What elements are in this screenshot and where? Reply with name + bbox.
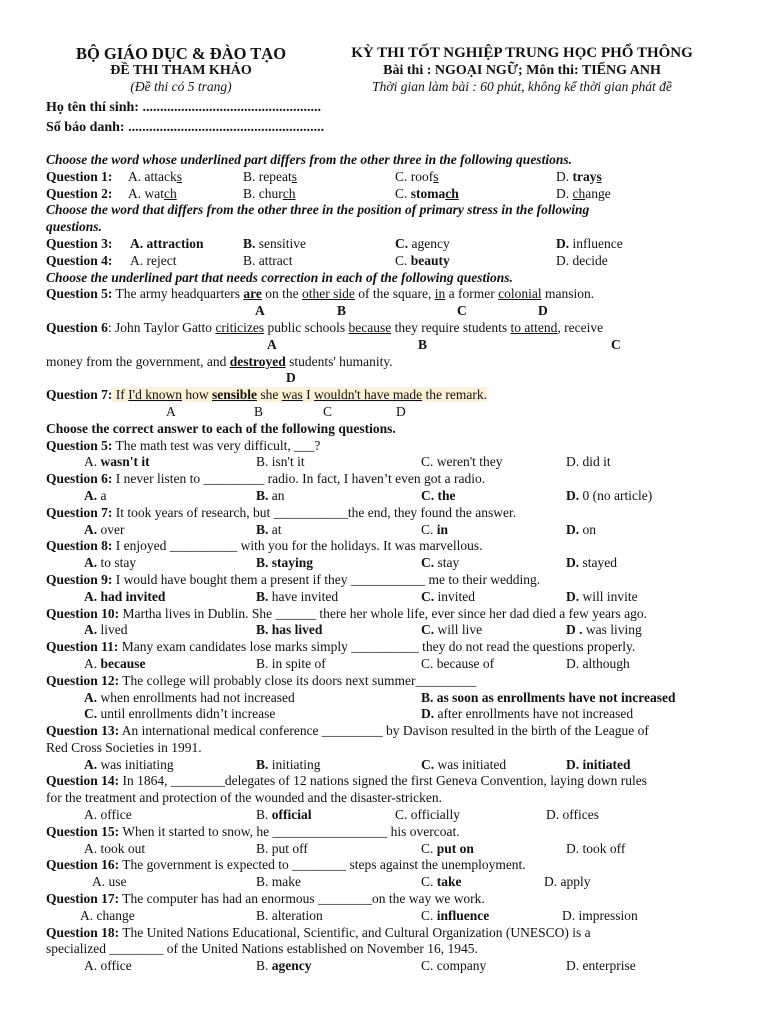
candidate-name-field[interactable]: Họ tên thí sinh: ...................................................: [46, 100, 321, 115]
option-a[interactable]: A. a: [84, 487, 107, 503]
option-b[interactable]: B. official: [256, 807, 312, 823]
option-b[interactable]: B. put off: [256, 840, 308, 856]
exam-type: ĐỀ THI THAM KHẢO: [110, 63, 252, 78]
option-c[interactable]: C. was initiated: [421, 756, 507, 772]
candidate-id-field[interactable]: Số báo danh: ........................................................: [46, 120, 325, 135]
section-stress-cont: questions.: [46, 219, 102, 235]
q4-option-b[interactable]: B. attract: [243, 252, 293, 268]
option-a[interactable]: A. wasn't it: [84, 454, 150, 470]
q3-option-a[interactable]: A. attraction: [130, 235, 204, 251]
q2-option-d[interactable]: D. change: [556, 185, 611, 201]
q6-letters: [46, 337, 736, 354]
mc-q16-options: [46, 874, 736, 891]
option-d[interactable]: D. enterprise: [566, 958, 636, 974]
option-c[interactable]: C. weren't they: [421, 454, 503, 470]
error-question-6-cont: money from the government, and destroyed students' humanity.: [46, 353, 393, 369]
q1-option-b[interactable]: B. repeats: [243, 168, 297, 184]
option-a[interactable]: A. over: [84, 521, 125, 537]
exam-title: KỲ THI TỐT NGHIỆP TRUNG HỌC PHỔ THÔNG: [351, 45, 693, 61]
mc-question-5: Question 5: The math test was very difficult, ___?: [46, 437, 321, 453]
q4-option-a[interactable]: A. reject: [130, 252, 177, 268]
q7-letter-b[interactable]: B: [254, 403, 264, 419]
option-b[interactable]: B. agency: [256, 958, 312, 974]
option-c[interactable]: C. because of: [421, 655, 495, 671]
option-d[interactable]: D. did it: [566, 454, 611, 470]
mc-question-13: Question 13: An international medical conference _________ by Davison resulted in the birth of the League of: [46, 723, 649, 739]
option-b[interactable]: B. at: [256, 521, 282, 537]
option-b[interactable]: B. staying: [256, 555, 314, 571]
option-a[interactable]: A. change: [80, 907, 135, 923]
mc-question-17: Question 17: The computer has had an enormous ________on the way we work.: [46, 891, 485, 907]
mc-question-8: Question 8: I enjoyed __________ with you for the holidays. It was marvellous.: [46, 538, 483, 554]
option-c[interactable]: C. influence: [421, 907, 490, 923]
mc-question-10: Question 10: Martha lives in Dublin. She ______ there her whole life, ever since her dad died a few years ago.: [46, 605, 647, 621]
q5-letter-a[interactable]: A: [255, 303, 265, 319]
q3-option-b[interactable]: B. sensitive: [243, 235, 307, 251]
mc-q13-options: [46, 757, 736, 774]
mc-q7-options: [46, 522, 736, 539]
mc-q17-options: [46, 908, 736, 925]
q5-letter-b[interactable]: B: [337, 303, 347, 319]
error-question-6: Question 6: John Taylor Gatto criticizes public schools because they require students to attend, receive: [46, 319, 604, 335]
question-label: Question 2:: [46, 185, 113, 201]
option-b[interactable]: B. make: [256, 874, 301, 890]
question-label: Question 1:: [46, 168, 113, 184]
mc-question-14: Question 14: In 1864, ________delegates of 12 nations signed the first Geneva Convention, laying down rules: [46, 773, 648, 789]
option-b[interactable]: B. isn't it: [256, 454, 305, 470]
question-body: [46, 152, 736, 975]
mc-question-14-cont: for the treatment and protection of the wounded and the disaster-stricken.: [46, 790, 442, 806]
option-b[interactable]: B. has lived: [256, 622, 323, 638]
option-a[interactable]: A. use: [92, 874, 127, 890]
mc-question-18-cont: specialized ________ of the United Nations established on November 16, 1945.: [46, 941, 478, 957]
mc-q12-options-row2: [46, 706, 736, 723]
question-3: [46, 236, 736, 253]
option-d[interactable]: D. initiated: [566, 756, 631, 772]
option-c[interactable]: C. until enrollments didn’t increase: [84, 706, 276, 722]
q6-letter-a[interactable]: A: [267, 336, 277, 352]
q5-letter-d[interactable]: D: [538, 303, 548, 319]
option-a[interactable]: A. lived: [84, 622, 128, 638]
option-c[interactable]: C. company: [421, 958, 487, 974]
q1-option-c[interactable]: C. roofs: [395, 168, 439, 184]
option-c[interactable]: C. stay: [421, 555, 460, 571]
question-1: [46, 169, 736, 186]
option-b[interactable]: B. have invited: [256, 588, 339, 604]
q4-option-c[interactable]: C. beauty: [395, 252, 450, 268]
option-a[interactable]: A. office: [84, 807, 132, 823]
option-b[interactable]: B. alteration: [256, 907, 323, 923]
mc-q6-options: [46, 488, 736, 505]
mc-question-6: Question 6: I never listen to _________ radio. In fact, I haven’t even got a radio.: [46, 471, 486, 487]
mc-question-18: Question 18: The United Nations Educational, Scientific, and Cultural Organization (UNESCO) is a: [46, 924, 591, 940]
option-c[interactable]: C. officially: [395, 807, 460, 823]
q6-letter-d-row: [46, 370, 736, 387]
mc-q11-options: [46, 656, 736, 673]
mc-q18-options: [46, 958, 736, 975]
option-d[interactable]: D. on: [566, 521, 596, 537]
option-c[interactable]: C. take: [421, 874, 462, 890]
q2-option-a[interactable]: A. watch: [128, 185, 177, 201]
option-b[interactable]: B. in spite of: [256, 655, 326, 671]
option-c[interactable]: C. in: [421, 521, 449, 537]
time-note: Thời gian làm bài : 60 phút, không kể thời gian phát đề: [372, 79, 672, 94]
mc-q8-options: [46, 555, 736, 572]
mc-question-9: Question 9: I would have bought them a present if they ___________ me to their wedding.: [46, 571, 541, 587]
option-b[interactable]: B. as soon as enrollments have not increased: [421, 689, 676, 705]
q7-letter-c[interactable]: C: [323, 403, 333, 419]
q6-letter-d[interactable]: D: [286, 370, 296, 386]
mc-q9-options: [46, 589, 736, 606]
mc-question-16: Question 16: The government is expected to ________ steps against the unemployment.: [46, 857, 526, 873]
mc-question-13-cont: Red Cross Societies in 1991.: [46, 739, 202, 755]
option-a[interactable]: A. to stay: [84, 555, 137, 571]
option-a[interactable]: A. office: [84, 958, 132, 974]
option-d[interactable]: D. 0 (no article): [566, 487, 653, 503]
mc-q14-options: [46, 807, 736, 824]
option-d[interactable]: D. although: [566, 655, 630, 671]
question-4: [46, 253, 736, 270]
option-a[interactable]: A. when enrollments had not increased: [84, 689, 295, 705]
mc-q12-options-row1: [46, 690, 736, 707]
section-pronunciation: Choose the word whose underlined part differs from the other three in the following questions.: [46, 152, 572, 167]
option-d[interactable]: D . was living: [566, 622, 642, 638]
mc-question-7: Question 7: It took years of research, but ___________the end, they found the answer.: [46, 504, 517, 520]
question-label: Question 4:: [46, 252, 113, 268]
option-c[interactable]: C. the: [421, 487, 456, 503]
option-c[interactable]: C. put on: [421, 840, 474, 856]
mc-q5-options: [46, 454, 736, 471]
option-a[interactable]: A. took out: [84, 840, 146, 856]
exam-subject: Bài thi : NGOẠI NGỮ; Môn thi: TIẾNG ANH: [383, 63, 661, 78]
option-c[interactable]: C. will live: [421, 622, 483, 638]
error-question-5: Question 5: The army headquarters are on the other side of the square, in a former colonial mansion.: [46, 286, 595, 302]
option-a[interactable]: A. because: [84, 655, 146, 671]
q7-letters: [46, 404, 736, 421]
option-d[interactable]: D. offices: [546, 807, 599, 823]
header-left: [46, 44, 316, 95]
question-label: Question 3:: [46, 235, 113, 251]
section-error: Choose the underlined part that needs correction in each of the following questions.: [46, 269, 513, 285]
option-c[interactable]: C. invited: [421, 588, 475, 604]
mc-question-11: Question 11: Many exam candidates lose marks simply __________ they do not read the questions properly.: [46, 639, 636, 655]
q4-option-d[interactable]: D. decide: [556, 252, 608, 268]
section-stress: Choose the word that differs from the other three in the position of primary stress in the following: [46, 202, 590, 218]
q5-letters: [46, 303, 736, 320]
q1-option-a[interactable]: A. attacks: [128, 168, 182, 184]
option-a[interactable]: A. was initiating: [84, 756, 174, 772]
mc-q10-options: [46, 622, 736, 639]
q2-option-b[interactable]: B. church: [243, 185, 296, 201]
mc-question-12: Question 12: The college will probably close its doors next summer_________: [46, 672, 477, 688]
q6-letter-b[interactable]: B: [418, 336, 428, 352]
pages-note: (Đề thi có 5 trang): [130, 79, 232, 94]
option-d[interactable]: D. impression: [562, 907, 638, 923]
option-b[interactable]: B. an: [256, 487, 285, 503]
header-right: [322, 44, 722, 95]
mc-q15-options: [46, 841, 736, 858]
option-b[interactable]: B. initiating: [256, 756, 321, 772]
q2-option-c[interactable]: C. stomach: [395, 185, 459, 201]
option-a[interactable]: A. had invited: [84, 588, 166, 604]
q1-option-d[interactable]: D. trays: [556, 168, 602, 184]
question-2: [46, 186, 736, 203]
q7-letter-a[interactable]: A: [166, 403, 176, 419]
option-d[interactable]: D. after enrollments have not increased: [421, 706, 634, 722]
option-d[interactable]: D. stayed: [566, 555, 617, 571]
ministry-title: BỘ GIÁO DỤC & ĐÀO TẠO: [75, 44, 287, 63]
option-d[interactable]: D. will invite: [566, 588, 638, 604]
q3-option-d[interactable]: D. influence: [556, 235, 623, 251]
section-multiple-choice: Choose the correct answer to each of the following questions.: [46, 420, 396, 436]
q7-letter-d[interactable]: D: [396, 403, 406, 419]
q3-option-c[interactable]: C. agency: [395, 235, 450, 251]
q6-letter-c[interactable]: C: [611, 336, 621, 352]
error-question-7: Question 7: If I'd known how sensible she was I wouldn't have made the remark.: [46, 387, 487, 403]
q5-letter-c[interactable]: C: [457, 303, 467, 319]
option-d[interactable]: D. took off: [566, 840, 626, 856]
mc-question-15: Question 15: When it started to snow, he _________________ his overcoat.: [46, 823, 460, 839]
option-d[interactable]: D. apply: [544, 874, 591, 890]
